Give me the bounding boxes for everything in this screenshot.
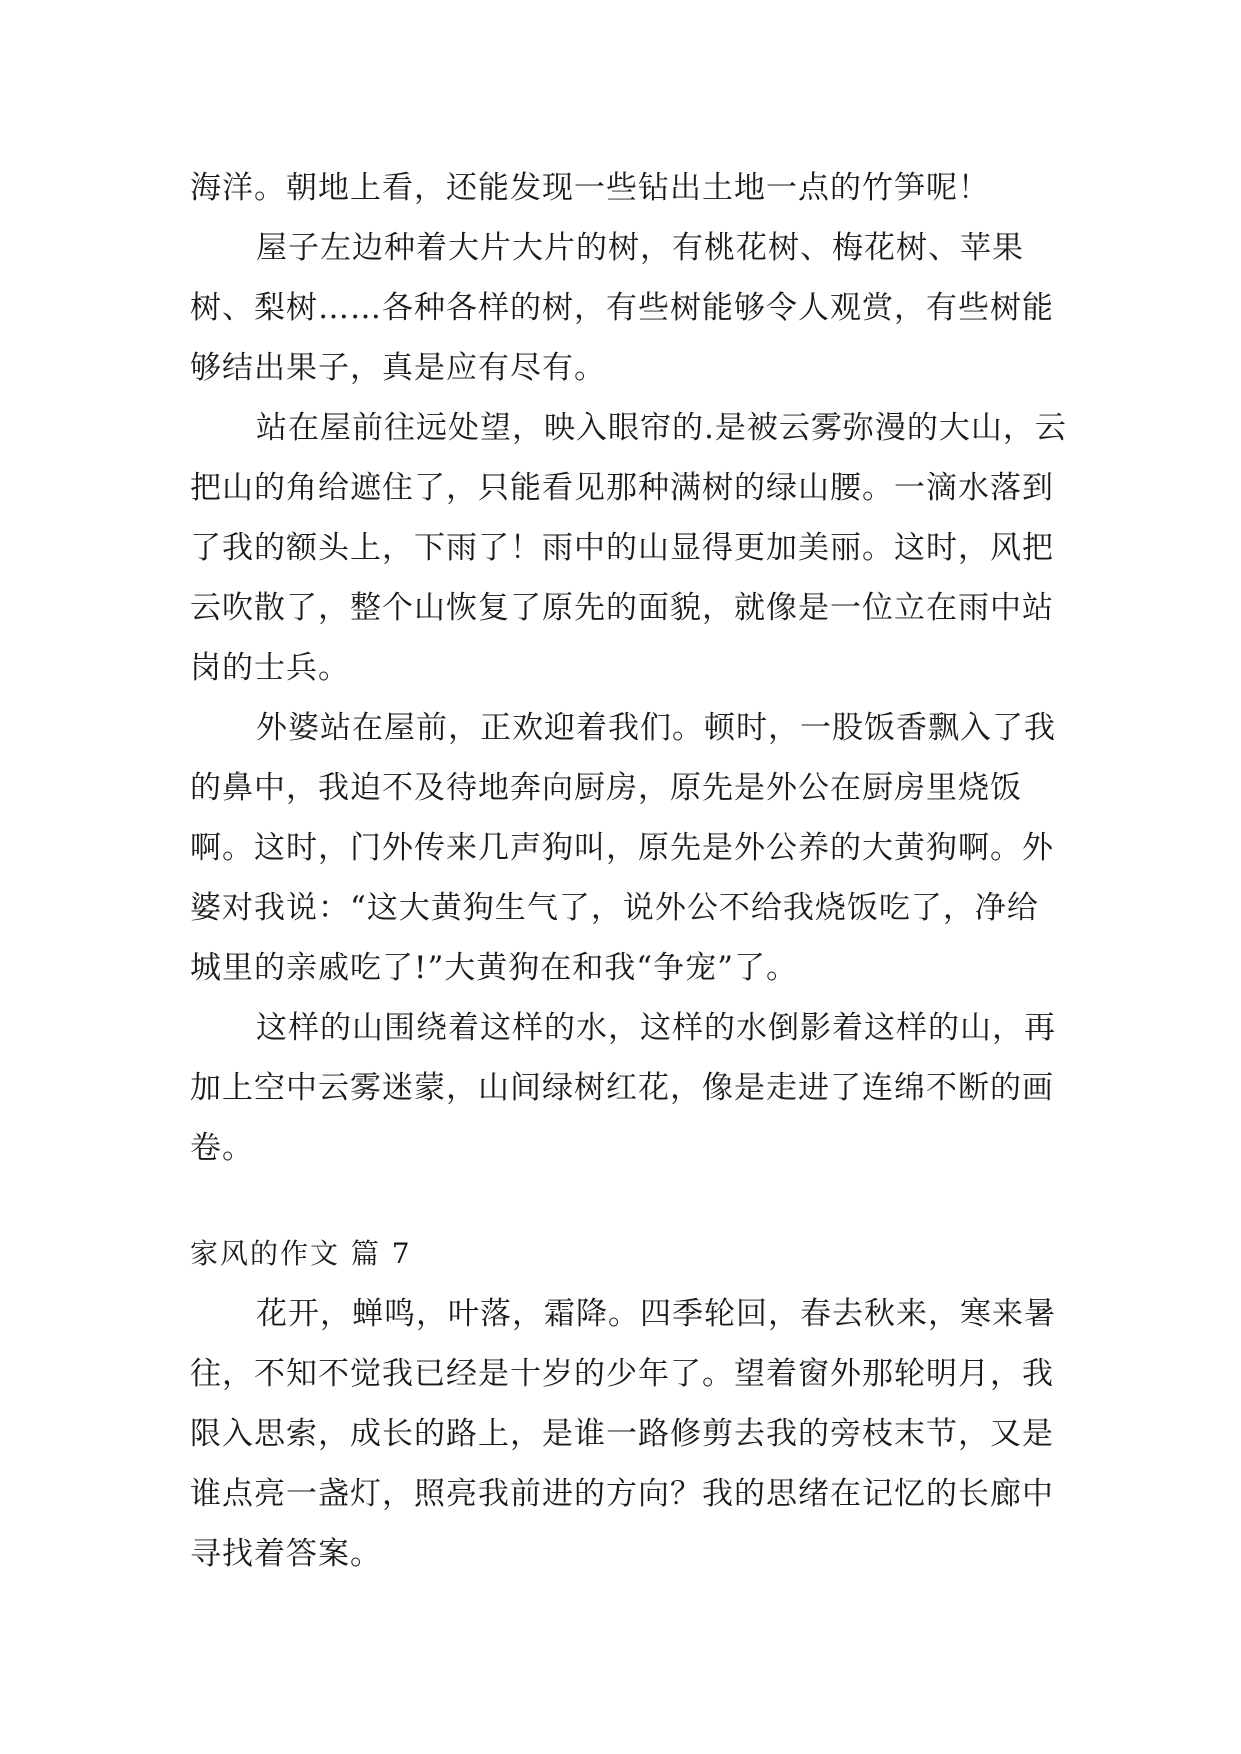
- paragraph-scenery: 这样的山围绕着这样的水，这样的水倒影着这样的山，再加上空中云雾迷蒙，山间绿树红花，像是走进了连绵不断的画卷。: [190, 1010, 1056, 1166]
- document-body: [190, 158, 1070, 1584]
- paragraph-seasons: 花开，蝉鸣，叶落，霜降。四季轮回，春去秋来，寒来暑往，不知不觉我已经是十岁的少年了。望着窗外那轮明月，我限入思索，成长的路上，是谁一路修剪去我的旁枝末节，又是谁点亮一盏灯，照亮我前进的方向？我的思绪在记忆的长廊中寻找着答案。: [190, 1296, 1056, 1572]
- paragraph-mountain: 站在屋前往远处望，映入眼帘的.是被云雾弥漫的大山，云把山的角给遮住了，只能看见那种满树的绿山腰。一滴水落到了我的额头上，下雨了！雨中的山显得更加美丽。这时，风把云吹散了，整个山恢复了原先的面貌，就像是一位立在雨中站岗的士兵。: [190, 410, 1067, 686]
- paragraph-continuation: 海洋。朝地上看，还能发现一些钻出土地一点的竹笋呢！: [190, 170, 990, 206]
- section-heading: 家风的作文 篇 7: [190, 1237, 412, 1270]
- paragraph-grandmother: 外婆站在屋前，正欢迎着我们。顿时，一股饭香飘入了我的鼻中，我迫不及待地奔向厨房，原先是外公在厨房里烧饭啊。这时，门外传来几声狗叫，原先是外公养的大黄狗啊。外婆对我说：“这大黄狗生气了，说外公不给我烧饭吃了，净给城里的亲戚吃了!”大黄狗在和我“争宠”了。: [190, 710, 1056, 986]
- paragraph-trees: 屋子左边种着大片大片的树，有桃花树、梅花树、苹果树、梨树……各种各样的树，有些树能够令人观赏，有些树能够结出果子，真是应有尽有。: [190, 230, 1054, 386]
